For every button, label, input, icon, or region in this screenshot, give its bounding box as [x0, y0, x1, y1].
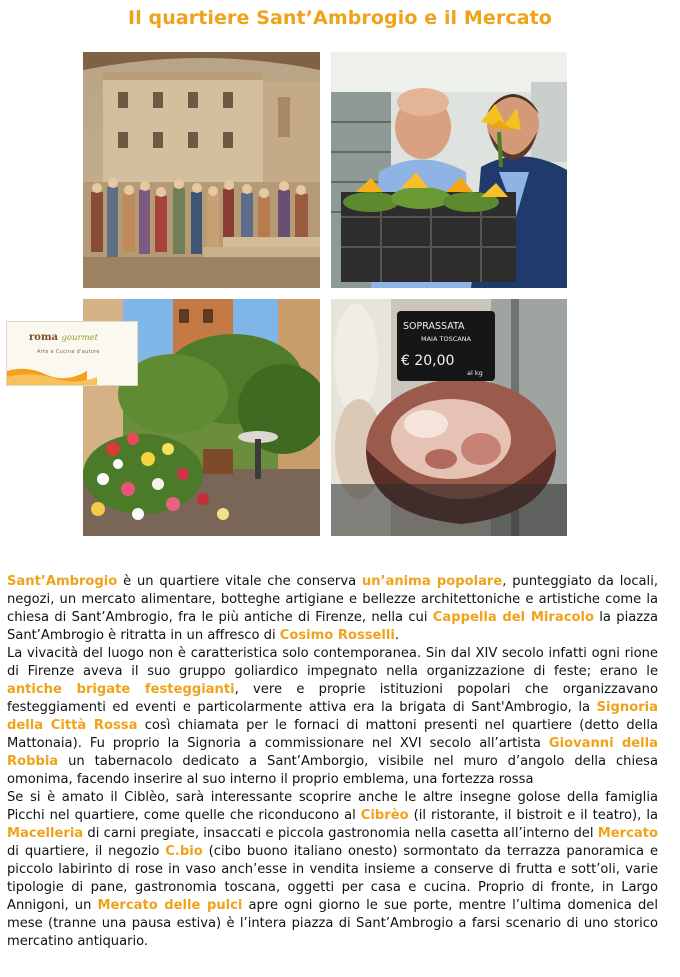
highlight-term: Cibrèo — [360, 808, 409, 823]
text-run: è un quartiere vitale che conserva — [117, 574, 362, 589]
highlight-term: Macelleria — [7, 826, 84, 841]
text-run: La vivacità del luogo non è caratteristica solo contemporanea. Sin dal XIV secolo infatti ogni rione di Firenze aveva il suo gruppo goliardico impegnato nella organizzazione di feste; erano le — [7, 646, 658, 679]
text-run: . — [394, 628, 400, 643]
text-run: (il ristorante, il bistroit e il teatro), la — [408, 808, 658, 823]
highlight-term: C.bio — [165, 844, 203, 859]
text-run: , punteggiato da locali, negozi, un mercato alimentare, botteghe artigiane e bellezze architettoniche e artistiche come la chiesa di Sant’Ambrogio, fra le più antiche di Firenze, nella cui — [7, 574, 658, 625]
logo-swoosh-icon — [7, 365, 138, 385]
text-run: di carni pregiate, insaccati e piccola gastronomia nella casetta all’interno del — [83, 826, 598, 841]
article-body — [7, 573, 658, 951]
text-run: Se si è amato il Ciblèo, sarà interessante scoprire anche le altre insegne golose della famiglia Picchi nel quartiere, come quelle che riconducono al — [7, 790, 658, 823]
market-photo — [331, 52, 567, 288]
highlight-term: Giovanni della Robbia — [7, 736, 658, 769]
fresco-photo — [83, 52, 320, 288]
highlight-term: Mercato delle pulci — [97, 898, 243, 913]
highlight-term: Mercato — [597, 826, 658, 841]
highlight-term: Cappella del Miracolo — [432, 610, 594, 625]
price-card-unit: al kg — [467, 369, 483, 377]
salumi-photo — [331, 299, 567, 536]
text-run: di quartiere, il negozio — [7, 844, 166, 859]
text-run: , vere e proprie istituzioni popolari che organizzavano festeggiamenti ed eventi e particolarmente attiva era la brigata di Sant'Ambrogio, la — [7, 682, 658, 715]
price-card-line2: MAIA TOSCANA — [421, 335, 471, 343]
logo-brand: roma gourmet — [29, 332, 99, 343]
text-run: apre ogni giorno le sue porte, mentre l’ultima domenica del mese (tranne una pausa estiva) è l’intera piazza di Sant’Ambrogio a farsi scenario di uno storico mercatino antiquario. — [7, 898, 658, 949]
roma-gourmet-logo — [6, 321, 138, 386]
price-card-line1: SOPRASSATA — [403, 321, 465, 332]
logo-tagline: Arte e Cucina d'autore — [37, 349, 100, 355]
paragraph — [7, 645, 658, 789]
paragraph — [7, 789, 658, 951]
paragraph — [7, 573, 658, 645]
highlight-term: antiche brigate festeggianti — [7, 682, 235, 697]
highlight-term: Cosimo Rosselli — [279, 628, 395, 643]
text-run: (cibo buono italiano onesto) sormontato da terrazza panoramica e piccolo labirinto di rose in vaso anch’esse in vendita insieme a conserve di frutta e sott’oli, varie tipologie di pane, gastronomia toscana, oggetti per casa e cucina. Proprio di fronte, in Largo Annigoni, un — [7, 844, 659, 913]
highlight-term: Signoria della Città Rossa — [7, 700, 658, 733]
text-run: la piazza Sant’Ambrogio è ritratta in un affresco di — [7, 610, 659, 643]
highlight-term: Sant’Ambrogio — [7, 574, 118, 589]
page-title: Il quartiere Sant’Ambrogio e il Mercato — [128, 7, 552, 29]
highlight-term: un’anima popolare — [361, 574, 503, 589]
price-card-price: € 20,00 — [401, 353, 455, 369]
text-run: così chiamata per le fornaci di mattoni presenti nel quartiere (detto della Mattonaia). Fu proprio la Signoria a commissionare nel XVI secolo all’artista — [7, 718, 658, 751]
text-run: un tabernacolo dedicato a Sant’Amborgio, visibile nel muro d’angolo della chiesa omonima, facendo inserire al suo interno il proprio emblema, una fortezza rossa — [7, 754, 658, 787]
